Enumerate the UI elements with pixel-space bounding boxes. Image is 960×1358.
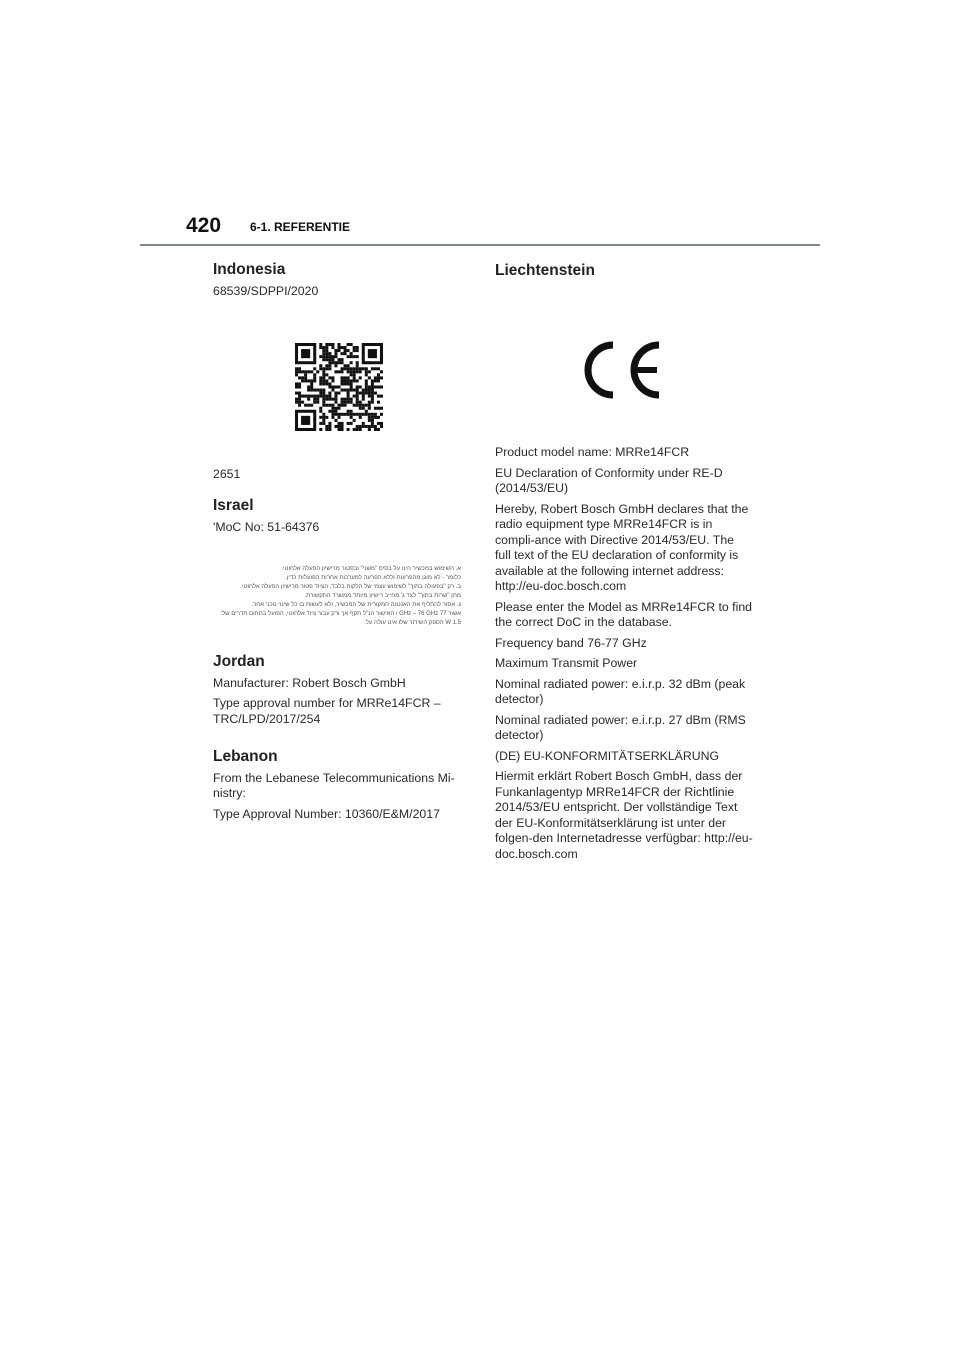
hebrew-line: א. השימוש במכשיר הינו על בסיס "משני" ובפטור מרישיון הפעלה אלחוטי. [281, 566, 461, 572]
ce-mark-icon [575, 339, 665, 401]
page-number: 420 [186, 214, 222, 237]
paragraph: (DE) EU-KONFORMITÄTSERKLÄRUNG [495, 748, 720, 763]
hebrew-line: אשור 77 GHz – 76 GHz ו האישור הנ"ל תקף אך ורק עבור ציוד אלחוטי, הפועל בתחום תדרים של: [220, 611, 461, 617]
paragraph: Product model name: MRRe14FCR [495, 445, 690, 459]
lebanon-line: Type Approval Number: 10360/E&M/2017 [213, 806, 440, 821]
lebanon-line: From the Lebanese Telecommunications Mi-nistry: [213, 770, 455, 800]
paragraph: Hiermit erklärt Robert Bosch GmbH, dass der Funkanlagentyp MRRe14FCR der Richtlinie 2014/53/EU entspricht. Der vollständige Text der EU-Konformitätserklärung ist unter der folgen-den Internetadresse verfügbar: http://eu-doc.bosch.com [495, 769, 753, 861]
header-divider [140, 244, 820, 246]
paragraph: Frequency band 76-77 GHz [495, 635, 647, 650]
heading-jordan: Jordan [213, 653, 265, 670]
israel-moc: 'MoC No: 51-64376 [213, 519, 320, 534]
qr-code-image [295, 342, 383, 432]
paragraph: Maximum Transmit Power [495, 656, 638, 670]
paragraph: Nominal radiated power: e.i.r.p. 27 dBm (RMS detector) [495, 712, 746, 742]
paragraph: Please enter the Model as MRRe14FCR to find the correct DoC in the database. [495, 599, 752, 629]
paragraph: EU Declaration of Conformity under RE-D (2014/53/EU) [495, 465, 723, 495]
right-column [495, 263, 753, 867]
paragraph: Nominal radiated power: e.i.r.p. 32 dBm (peak detector) [495, 676, 746, 706]
indonesia-number: 2651 [213, 466, 241, 481]
heading-indonesia: Indonesia [213, 261, 286, 278]
indonesia-code: 68539/SDPPI/2020 [213, 283, 319, 298]
left-column [213, 262, 471, 827]
section-title: 6-1. REFERENTIE [250, 220, 351, 234]
hebrew-line: ב. רק "בפעולה בתוך" לשימוש עצמי של הלקוח בלבד, הציוד פטור מרישיון הפעלה אלחוטי. [240, 584, 461, 590]
heading-lebanon: Lebanon [213, 748, 278, 765]
hebrew-line: ג. אסור להחליף את האנטנה המקורית של המכשיר, ולא לעשות בו כל שינוי טכני אחר. [251, 602, 461, 608]
hebrew-line: מתן "שרות בתוך" לצד ג' מחייב רישיון מיוחד ממשרד התקשורת. [304, 593, 461, 599]
heading-liechtenstein: Liechtenstein [495, 262, 595, 279]
jordan-line: Manufacturer: Robert Bosch GmbH [213, 675, 406, 690]
jordan-line: Type approval number for MRRe14FCR – TRC/LPD/2017/254 [213, 696, 441, 726]
israel-hebrew-notice [213, 565, 461, 628]
heading-israel: Israel [213, 497, 254, 514]
paragraph: Hereby, Robert Bosch GmbH declares that the radio equipment type MRRe14FCR is in compli-ance with Directive 2014/53/EU. The full text of the EU declaration of conformity is available at the following internet address: http://eu-doc.bosch.com [495, 501, 749, 593]
hebrew-line: כלומר - לא מוגן מהפרעות וללא הפרעה למערכות אחרות הפועלות כדין. [285, 575, 461, 581]
hebrew-line: W 1.5 הספק השידור שלו אינו עולה על: [364, 620, 461, 626]
